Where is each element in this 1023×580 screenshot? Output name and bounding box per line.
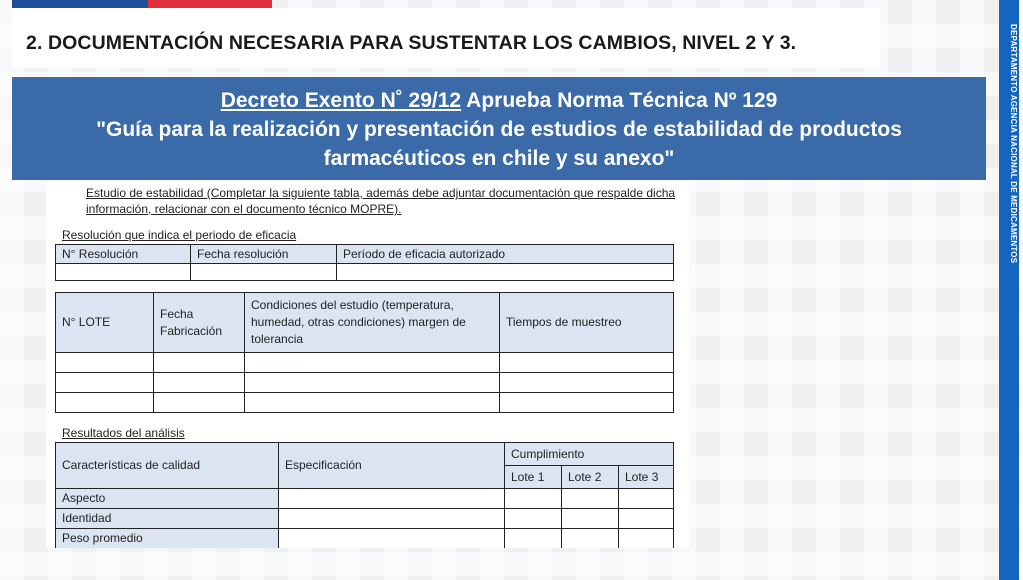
results-section-label: Resultados del análisis	[62, 426, 185, 440]
lot-1-cell[interactable]	[505, 489, 562, 509]
lot-2-cell[interactable]	[562, 509, 619, 529]
stability-intro: Estudio de estabilidad (Completar la siguiente tabla, además debe adjuntar documentación que respalde dicha información, relacionar con el documento técnico MOPRE).	[86, 186, 676, 216]
document-excerpt	[46, 182, 689, 548]
header-compliance: Cumplimiento	[505, 443, 674, 466]
results-table	[55, 442, 674, 548]
title-bar	[12, 8, 880, 68]
manufacture-date-cell[interactable]	[154, 393, 245, 413]
banner-line-1	[12, 86, 986, 115]
header-study-conditions: Condiciones del estudio (temperatura, humedad, otras condiciones) margen de tolerancia	[245, 293, 500, 353]
header-lot-2: Lote 2	[562, 466, 619, 489]
table-row	[56, 529, 674, 549]
table-row	[56, 353, 674, 373]
lot-table	[55, 292, 674, 413]
conditions-cell[interactable]	[245, 353, 500, 373]
resolution-number-cell[interactable]	[56, 264, 191, 281]
sampling-cell[interactable]	[500, 353, 674, 373]
lot-cell[interactable]	[56, 353, 154, 373]
spec-cell[interactable]	[279, 489, 505, 509]
lot-1-cell[interactable]	[505, 509, 562, 529]
conditions-cell[interactable]	[245, 373, 500, 393]
header-manufacture-date: Fecha Fabricación	[154, 293, 245, 353]
flag-blue-stripe	[12, 0, 148, 8]
conditions-cell[interactable]	[245, 393, 500, 413]
header-lot-1: Lote 1	[505, 466, 562, 489]
spec-cell[interactable]	[279, 509, 505, 529]
lot-2-cell[interactable]	[562, 489, 619, 509]
table-row	[56, 373, 674, 393]
decree-number: Decreto Exento N˚ 29/12	[220, 89, 462, 112]
decree-banner	[12, 77, 986, 180]
manufacture-date-cell[interactable]	[154, 373, 245, 393]
banner-line-3: farmacéuticos en chile y su anexo"	[323, 147, 675, 170]
efficacy-period-cell[interactable]	[337, 264, 674, 281]
row-label-average-weight: Peso promedio	[56, 529, 279, 549]
table-row	[56, 393, 674, 413]
header-quality-characteristics: Características de calidad	[56, 443, 279, 489]
header-lot-number: N° LOTE	[56, 293, 154, 353]
table-row	[56, 509, 674, 529]
header-resolution-number: N° Resolución	[56, 245, 191, 264]
decree-approval: Aprueba Norma Técnica Nº 129	[461, 89, 778, 112]
row-label-identity: Identidad	[56, 509, 279, 529]
lot-2-cell[interactable]	[562, 529, 619, 549]
slide-title: 2. DOCUMENTACIÓN NECESARIA PARA SUSTENTAR LOS CAMBIOS, NIVEL 2 Y 3.	[26, 32, 797, 54]
header-specification: Especificación	[279, 443, 505, 489]
spec-cell[interactable]	[279, 529, 505, 549]
header-lot-3: Lote 3	[619, 466, 674, 489]
lot-3-cell[interactable]	[619, 529, 674, 549]
sampling-cell[interactable]	[500, 393, 674, 413]
side-label: DEPARTAMENTO AGENCIA NACIONAL DE MEDICAMENTOS	[1009, 24, 1018, 264]
lot-3-cell[interactable]	[619, 489, 674, 509]
header-efficacy-period: Período de eficacia autorizado	[337, 245, 674, 264]
lot-cell[interactable]	[56, 393, 154, 413]
lot-1-cell[interactable]	[505, 529, 562, 549]
table-row	[56, 489, 674, 509]
header-sampling-times: Tiempos de muestreo	[500, 293, 674, 353]
manufacture-date-cell[interactable]	[154, 353, 245, 373]
lot-cell[interactable]	[56, 373, 154, 393]
flag-red-stripe	[148, 0, 272, 8]
resolution-table	[55, 244, 674, 281]
sampling-cell[interactable]	[500, 373, 674, 393]
row-label-aspect: Aspecto	[56, 489, 279, 509]
resolution-date-cell[interactable]	[191, 264, 337, 281]
lot-3-cell[interactable]	[619, 509, 674, 529]
banner-line-2: "Guía para la realización y presentación de estudios de estabilidad de productos	[96, 118, 902, 141]
resolution-section-label: Resolución que indica el periodo de eficacia	[62, 228, 297, 242]
header-resolution-date: Fecha resolución	[191, 245, 337, 264]
